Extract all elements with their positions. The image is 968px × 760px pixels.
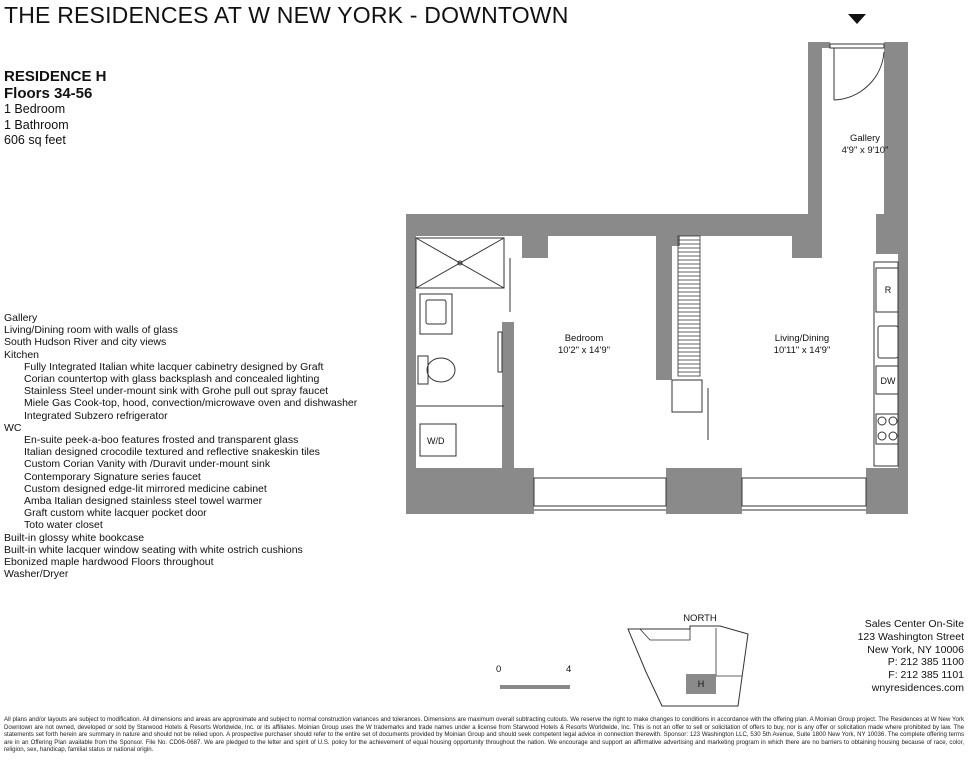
sales-phone: P: 212 385 1100: [887, 656, 964, 669]
bookcase-frame: [678, 236, 700, 376]
feature-item: Fully Integrated Italian white lacquer cabinetry designed by Graft: [24, 360, 324, 373]
feature-item: Built-in white lacquer window seating with white ostrich cushions: [4, 543, 303, 556]
feature-item: WC: [4, 421, 22, 434]
window-seat: [534, 478, 666, 506]
feature-item: Amba Italian designed stainless steel towel warmer: [24, 495, 263, 508]
wall: [884, 42, 908, 218]
dishwasher-label: DW: [880, 376, 896, 386]
key-plan: [628, 613, 748, 706]
page-title: THE RESIDENCES AT W NEW YORK - DOWNTOWN: [4, 2, 569, 28]
bedroom-dimensions: 10'2" x 14'9": [557, 345, 611, 356]
scale-bar-line: [500, 685, 570, 689]
wall: [406, 214, 822, 236]
burner-icon: [878, 432, 886, 440]
scale-end: 4: [566, 664, 572, 675]
feature-item: Stainless Steel under-mount sink with Grohe pull out spray faucet: [24, 385, 329, 398]
feature-item: Ebonized maple hardwood Floors throughout: [4, 556, 214, 569]
bookcase: [678, 236, 700, 376]
bedroom-label: Bedroom: [564, 333, 604, 344]
burner-icon: [889, 417, 897, 425]
building-wing: [640, 629, 690, 640]
toilet-icon: [427, 358, 455, 382]
feature-item: Graft custom white lacquer pocket door: [24, 507, 207, 520]
wall: [406, 468, 534, 514]
legal-disclaimer: All plans and/or layouts are subject to modification. All dimensions and areas are approximate and subject to normal construction variances and tolerances. Dimensions are maximum overall subtracting cutouts. We reserve the right to make changes to conditions in accordance with the offering plan. A Moinian Group project. The Residences at W New York Downtown are not owned, developed or sold by Starwood Hotels & Resorts Worldwide, Inc. or its affiliates. Moinian Group uses the W trademarks and trade names under a license from Starwood Hotels & Resorts Worldwide, Inc. This is not an offer to sell or solicitation of offers to buy, nor is any offer or solicitation made where prohibited by law. The statements set forth herein are summary in nature and should not be relied upon. A prospective purchaser should refer to the entire set of documents provided by Moinian Group and should seek competent legal advice in connection therewith. Sponsor: 123 Washington LLC, 530 5th Avenue, Suite 1800 New York, NY 10036. The complete offering terms are in an Offering Plan available from the Sponsor. File No. CD06-0687. We are pledged to the letter and spirit of U.S. policy for the achievement of equal housing opportunity throughout the nation. We encourage and support an affirmative advertising and marketing program in which there are no barriers to obtaining housing because of race, color, religion, sex, handicap, familial status or national origin.: [4, 716, 964, 754]
square-footage: 606 sq feet: [4, 133, 66, 147]
feature-item: Custom designed edge-lit mirrored medicine cabinet: [24, 482, 267, 495]
scale-bar: [496, 664, 576, 694]
burner-icon: [889, 432, 897, 440]
feature-item: Living/Dining room with walls of glass: [4, 324, 178, 337]
wall: [672, 236, 680, 246]
wall: [656, 236, 672, 380]
kitchen-sink-icon: [878, 326, 898, 358]
north-label: NORTH: [683, 613, 717, 624]
sales-street: 123 Washington Street: [857, 630, 964, 643]
feature-item: Contemporary Signature series faucet: [24, 470, 201, 483]
residence-floors: Floors 34-56: [4, 85, 93, 102]
wall: [808, 42, 830, 48]
feature-item: En-suite peek-a-boo features frosted and transparent glass: [24, 434, 299, 447]
feature-item: Kitchen: [4, 348, 40, 361]
burner-icon: [878, 417, 886, 425]
door-frame: [830, 44, 884, 48]
bathroom-count: 1 Bathroom: [4, 117, 69, 132]
window-seat: [742, 478, 866, 506]
feature-item: Miele Gas Cook-top, hood, convection/microwave oven and dishwasher: [24, 397, 358, 410]
wall: [898, 214, 908, 514]
feature-item: Integrated Subzero refrigerator: [24, 409, 168, 422]
residence-name: RESIDENCE H: [4, 68, 107, 85]
wall: [808, 42, 822, 214]
sales-heading: Sales Center On-Site: [864, 618, 964, 630]
feature-item: Gallery: [4, 312, 38, 324]
gallery-dimensions: 4'9" x 9'10": [841, 145, 889, 156]
sales-center-info: [804, 618, 964, 695]
refrigerator-label: R: [884, 285, 892, 295]
shower: [416, 238, 504, 288]
wall: [666, 468, 742, 514]
living-dining-dimensions: 10'11" x 14'9": [773, 345, 831, 356]
sales-fax: F: 212 385 1101: [888, 669, 964, 682]
feature-item: Custom Corian Vanity with /Duravit under-mount sink: [24, 458, 271, 471]
wall: [502, 322, 514, 468]
feature-item: Washer/Dryer: [4, 568, 69, 581]
entry-door: [830, 44, 884, 100]
sales-website[interactable]: wnyresidences.com: [871, 681, 964, 694]
unit-label: H: [697, 679, 705, 689]
feature-item: South Hudson River and city views: [4, 336, 167, 349]
feature-item: Built-in glossy white bookcase: [4, 531, 145, 544]
feature-item: Italian designed crocodile textured and reflective snakeskin tiles: [24, 446, 320, 459]
column: [522, 236, 548, 258]
sink-icon: [426, 300, 446, 324]
feature-item: Corian countertop with glass backsplash and concealed lighting: [24, 373, 320, 386]
door-swing: [834, 52, 884, 100]
feature-item: Toto water closet: [24, 519, 103, 532]
scale-start: 0: [496, 664, 502, 675]
closet-box: [672, 380, 702, 412]
gallery-label: Gallery: [849, 133, 881, 144]
living-dining-label: Living/Dining: [774, 333, 830, 344]
sales-city: New York, NY 10006: [867, 643, 964, 656]
bedroom-count: 1 Bedroom: [4, 102, 66, 116]
column: [792, 236, 822, 258]
towel-warmer: [498, 332, 502, 372]
washer-dryer-label: W/D: [427, 436, 445, 446]
walls: [406, 42, 908, 514]
bath-fixtures: [416, 294, 504, 456]
